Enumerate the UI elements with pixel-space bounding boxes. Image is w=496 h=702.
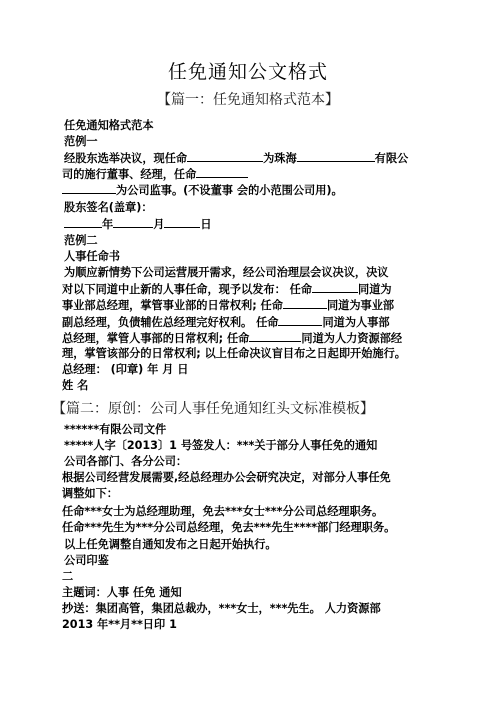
- blank: [196, 166, 248, 178]
- s2-line-10: 二: [62, 570, 74, 583]
- s1-line-03: [64, 150, 408, 166]
- blank: [312, 281, 358, 293]
- s1-line-05: [62, 182, 343, 198]
- s2-line-07: 任命***先生为***分公司总经理，免去***先生****部门经理职务。: [62, 521, 396, 534]
- s1-line-13b: 同道为人事部: [322, 316, 390, 329]
- s1-line-07: [64, 216, 212, 232]
- s2-line-02: *****人字〔2013〕1 号签发人：***关于部分人事任免的通知: [64, 439, 378, 452]
- s2-line-12: 抄送：集团高管，集团总裁办，***女士，***先生。 人力资源部: [62, 602, 381, 615]
- s1-line-03c: 有限公: [374, 152, 409, 165]
- s1-line-09: 人事任命书: [64, 250, 120, 263]
- s1-line-08: 范例二: [64, 234, 98, 247]
- s1-line-02: 范例一: [64, 135, 98, 148]
- blank: [297, 150, 375, 162]
- s2-line-09: 公司印鉴: [64, 554, 109, 567]
- s1-line-11a: 对以下同道中止新的人事任命，现予以发布： 任命: [62, 283, 313, 296]
- s1-line-15: 理，掌管该部分的日常权利; 以上任命决议盲目布之日起即开始施行。: [62, 347, 406, 360]
- blank: [283, 297, 327, 309]
- blank: [249, 330, 301, 342]
- blank: [187, 150, 263, 162]
- s1-line-06: 股东签名(盖章)：: [64, 201, 153, 214]
- s1-line-17: 姓 名: [62, 379, 89, 392]
- s1-line-12a: 事业部总经理，掌管事业部的日常权利; 任命: [62, 299, 283, 312]
- s1-line-16: 总经理： (印章) 年 月 日: [62, 363, 189, 376]
- s1-line-07a: 年: [102, 218, 114, 231]
- s1-line-05-text: 为公司监事。(不设董事 会的小范围公司用)。: [116, 184, 343, 197]
- s1-line-11b: 同道为: [358, 283, 392, 296]
- s1-line-13: [62, 314, 390, 330]
- blank: [113, 216, 153, 228]
- s2-line-05: 调整如下：: [62, 487, 118, 500]
- s1-line-14a: 总经理，掌管人事部的日常权利; 任命: [62, 332, 250, 345]
- blank: [278, 314, 322, 326]
- s1-line-12b: 同道为事业部: [326, 299, 395, 312]
- s1-line-14b: 同道为人力资源部经: [301, 332, 403, 345]
- s1-line-04-text: 司的施行董事、经理，任命: [62, 168, 197, 181]
- s1-line-04: [62, 166, 248, 182]
- s1-line-10: 为顺应新情势下公司运营展开需求，经公司治理层会议决议，决议: [64, 266, 389, 279]
- blank: [64, 216, 102, 228]
- blank: [164, 216, 200, 228]
- s1-line-07c: 日: [200, 218, 212, 231]
- s1-line-14: [62, 330, 402, 346]
- document-title: 任免通知公文格式: [167, 61, 328, 83]
- s2-line-06: 任命***女士为总经理助理，免去***女士***分公司总经理职务。: [62, 505, 384, 518]
- s2-line-04: 根据公司经营发展需要,经总经理办公会研究决定，对部分人事任免: [62, 471, 391, 484]
- s1-line-13a: 副总经理，负债辅佐总经理完好权利。 任命: [62, 316, 279, 329]
- blank: [62, 182, 116, 194]
- s2-line-11: 主题词：人事 任免 通知: [62, 586, 182, 599]
- s1-line-07b: 月: [153, 218, 165, 231]
- s1-line-03a: 经股东选举决议，现任命: [64, 152, 188, 165]
- s1-line-01: 任免通知格式范本: [64, 119, 154, 132]
- s2-line-13: 2013 年**月**日印 1: [62, 618, 177, 631]
- section1-heading: 【篇一：任免通知格式范本】: [157, 92, 339, 108]
- s1-line-12: [62, 297, 394, 313]
- s1-line-03b: 为珠海: [263, 152, 297, 165]
- section2-heading: 【篇二：原创：公司人事任免通知红头文标准模板】: [52, 401, 374, 417]
- s2-line-03: 公司各部门、各分公司：: [64, 455, 188, 468]
- s1-line-11: [62, 281, 392, 297]
- s2-line-01: ******有限公司文件: [64, 423, 167, 436]
- s2-line-08: 以上任免调整自通知发布之日起开始执行。: [64, 538, 277, 551]
